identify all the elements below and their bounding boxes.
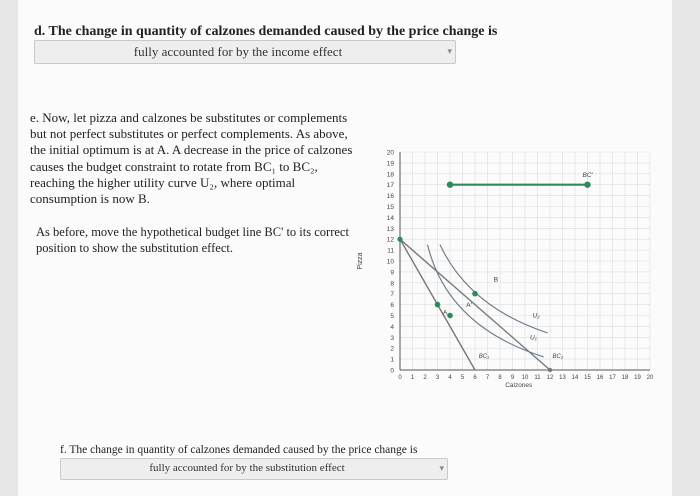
y-tick-label: 3 [390,334,394,342]
x-tick-label: 3 [435,375,440,381]
y-tick-label: 12 [386,236,394,244]
y-tick-label: 18 [386,171,394,179]
bc2-x-intercept [548,368,552,372]
y-tick-label: 11 [387,247,394,255]
y-tick-label: 1 [390,356,394,364]
bc-prime-end-handle[interactable] [584,182,590,188]
x-tick-label: 17 [609,375,616,381]
right-margin [672,0,700,496]
y-axis-title: Pizza [357,252,364,270]
x-tick-label: 18 [621,375,629,381]
label-bc1: BC₁ [478,354,489,361]
y-tick-label: 15 [386,204,394,211]
answer-f-value: fully accounted for by the substitution effect [149,462,345,474]
y-tick-label: 2 [390,345,394,353]
label-u2: U₂ [532,312,540,320]
question-d-text: d. The change in quantity of calzones demanded caused by the price change is [34,24,498,39]
x-tick-label: 5 [460,375,465,381]
dropdown-caret-icon: ▾ [439,464,444,474]
y-tick-label: 9 [390,269,394,277]
budget-graph[interactable] [350,130,670,400]
y-tick-label: 0 [390,367,394,375]
y-tick-label: 7 [390,291,394,299]
point-a-prime [435,302,441,308]
x-axis-title: Calzones [505,382,533,389]
y-tick-label: 17 [386,182,394,190]
answer-f-dropdown[interactable] [60,458,448,480]
label-point-a-prime: A' [466,301,472,309]
x-tick-label: 4 [448,375,452,381]
x-tick-label: 0 [398,375,402,381]
y-tick-label: 16 [386,193,394,201]
x-tick-label: 6 [473,375,477,381]
x-tick-label: 13 [559,375,566,381]
x-tick-label: 2 [423,375,427,381]
label-u1: U₁ [530,334,537,342]
question-f-text: f. The change in quantity of calzones demanded caused by the price change is [60,444,418,456]
x-tick-label: 19 [634,375,641,381]
label-point-b: B [493,276,499,284]
label-bc-prime: BC' [582,172,593,180]
point-a [447,313,453,319]
x-tick-label: 20 [646,375,654,381]
x-tick-label: 8 [498,375,502,381]
x-tick-label: 10 [521,375,529,381]
y-tick-label: 10 [386,258,394,266]
x-tick-label: 16 [596,375,604,381]
x-tick-label: 12 [546,375,554,381]
x-tick-label: 15 [584,375,591,381]
x-tick-label: 9 [510,375,515,381]
y-tick-label: 4 [390,323,394,331]
x-tick-label: 14 [571,375,579,381]
x-tick-label: 11 [534,375,541,381]
y-tick-label: 8 [390,280,394,288]
left-margin [0,0,18,496]
y-tick-label: 14 [386,214,394,222]
dropdown-caret-icon: ▾ [447,47,452,57]
y-tick-label: 5 [390,313,394,320]
y-tick-label: 20 [386,149,394,157]
label-bc2: BC₂ [552,354,564,361]
x-tick-label: 7 [485,375,490,381]
label-point-a: A [443,309,448,317]
answer-d-dropdown[interactable] [34,40,456,64]
point-b [472,291,478,297]
y-tick-label: 13 [386,225,394,233]
answer-d-value: fully accounted for by the income effect [133,44,343,59]
question-e-paragraph: e. Now, let pizza and calzones be substitutes or complements but not perfect substitutes or perfect complements. As above, the initial optimum is at A. A decrease in the price of calzones causes the budget constraint to rotate from BC₁ to BC₂, reaching the higher utility curve U₂, where optimal consumption is now B. [30,110,353,207]
budget-intercept-handle[interactable] [397,237,402,242]
y-tick-label: 19 [386,160,394,168]
bc-prime-start-handle[interactable] [447,182,453,188]
y-tick-label: 6 [390,302,394,310]
x-tick-label: 1 [410,375,415,381]
question-e-instruction: As before, move the hypothetical budget line BC' to its correct position to show the substitution effect. [36,225,349,255]
